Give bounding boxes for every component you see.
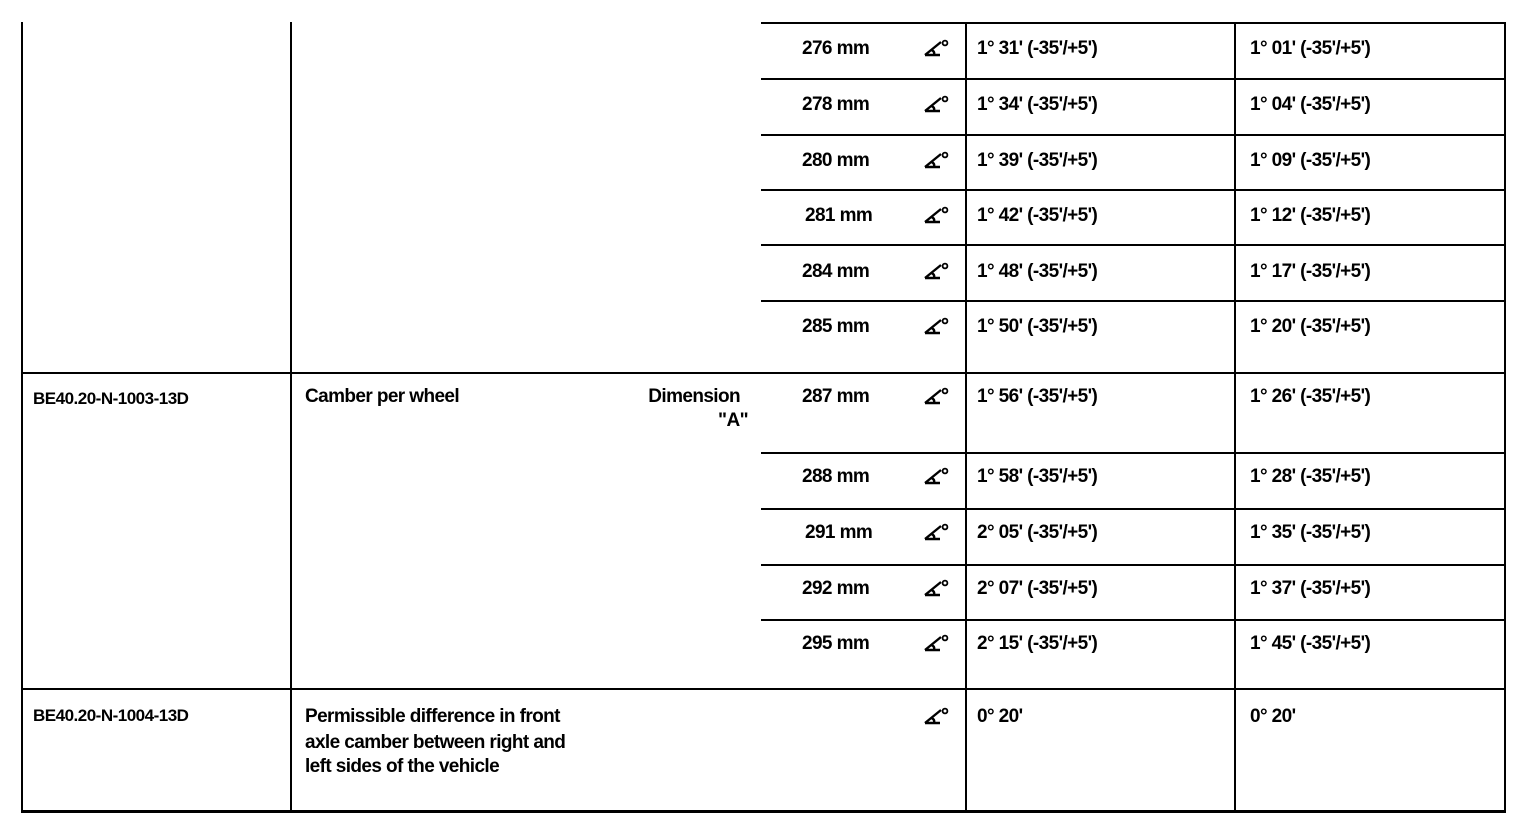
dimension-value: 276 mm [802,38,870,59]
value-col2: 1° 17' (-35'/+5') [1250,261,1371,282]
value-col1: 1° 34' (-35'/+5') [977,94,1098,115]
dimension-value: 278 mm [802,94,870,115]
value-col1: 1° 42' (-35'/+5') [977,205,1098,226]
angle-degree-icon [922,150,950,170]
value-col1: 1° 48' (-35'/+5') [977,261,1098,282]
dimension-value: 285 mm [802,316,870,337]
value-col1: 2° 05' (-35'/+5') [977,522,1098,543]
row-separator [761,78,1506,80]
dimension-value: 284 mm [802,261,870,282]
angle-degree-icon [922,522,950,542]
value-col2: 1° 12' (-35'/+5') [1250,205,1371,226]
table-divider-values [965,22,967,813]
value-col2: 1° 45' (-35'/+5') [1250,633,1371,654]
value-col1: 1° 39' (-35'/+5') [977,150,1098,171]
value-col1: 1° 31' (-35'/+5') [977,38,1098,59]
table-border-top [761,22,1506,24]
row-separator [761,619,1506,621]
row-separator [761,244,1506,246]
table-border-left [21,22,23,813]
dimension-value: 292 mm [802,578,870,599]
angle-degree-icon [922,578,950,598]
spec-code: BE40.20-N-1003-13D [33,389,189,408]
dimension-value: 291 mm [805,522,873,543]
value-col2: 1° 04' (-35'/+5') [1250,94,1371,115]
value-col1: 1° 50' (-35'/+5') [977,316,1098,337]
angle-degree-icon [922,205,950,225]
table-divider-code [290,22,292,813]
spec-description: Camber per wheel [305,386,460,407]
dimension-label-a: "A" [718,410,748,431]
value-col2: 1° 09' (-35'/+5') [1250,150,1371,171]
row-separator [761,452,1506,454]
value-col1: 1° 58' (-35'/+5') [977,466,1098,487]
row-separator [761,564,1506,566]
angle-degree-icon [922,38,950,58]
value-col2: 1° 01' (-35'/+5') [1250,38,1371,59]
angle-degree-icon [922,316,950,336]
spec-description-line: left sides of the vehicle [305,756,500,777]
angle-degree-icon [922,706,950,726]
table-divider-values-2 [1234,22,1236,813]
angle-degree-icon [922,261,950,281]
dimension-value: 281 mm [805,205,873,226]
dimension-value: 280 mm [802,150,870,171]
row-separator [761,300,1506,302]
value-col2: 1° 37' (-35'/+5') [1250,578,1371,599]
value-col1: 2° 07' (-35'/+5') [977,578,1098,599]
value-col2: 0° 20' [1250,706,1296,727]
value-col2: 1° 20' (-35'/+5') [1250,316,1371,337]
dimension-value: 288 mm [802,466,870,487]
spec-description-line: axle camber between right and [305,732,566,753]
row-separator [761,508,1506,510]
block-separator [21,688,1506,690]
value-col1: 2° 15' (-35'/+5') [977,633,1098,654]
value-col2: 1° 35' (-35'/+5') [1250,522,1371,543]
angle-degree-icon [922,386,950,406]
angle-degree-icon [922,466,950,486]
value-col1: 1° 56' (-35'/+5') [977,386,1098,407]
dimension-value: 287 mm [802,386,870,407]
dimension-value: 295 mm [802,633,870,654]
table-border-right [1504,22,1506,813]
value-col2: 1° 28' (-35'/+5') [1250,466,1371,487]
row-separator [761,134,1506,136]
dimension-label: Dimension [648,386,740,407]
row-separator [761,189,1506,191]
angle-degree-icon [922,94,950,114]
angle-degree-icon [922,633,950,653]
table-border-bottom [21,810,1506,813]
value-col2: 1° 26' (-35'/+5') [1250,386,1371,407]
spec-description-line: Permissible difference in front [305,706,560,727]
block-separator [21,372,1506,374]
spec-code: BE40.20-N-1004-13D [33,706,189,725]
value-col1: 0° 20' [977,706,1023,727]
